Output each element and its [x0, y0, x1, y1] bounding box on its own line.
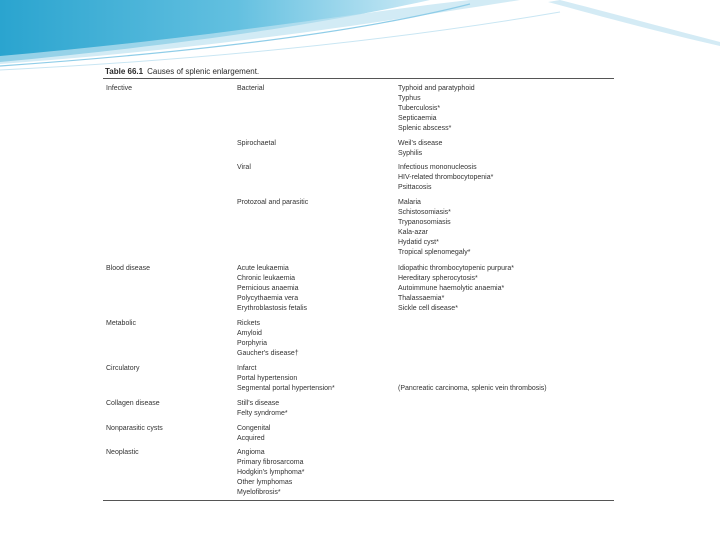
cause-item: Hydatid cyst* — [398, 239, 439, 246]
cause-item: Hodgkin's lymphoma* — [237, 469, 305, 476]
cause-item: Kala-azar — [398, 229, 428, 236]
cause-item: Tuberculosis* — [398, 105, 441, 112]
cause-item: Schistosomiasis* — [398, 209, 451, 216]
cause-item: Autoimmune haemolytic anaemia* — [398, 285, 505, 292]
subcategory-spirochaetal: Spirochaetal — [237, 140, 276, 147]
cause-item: Septicaemia — [398, 115, 437, 122]
cause-item: Infarct — [237, 365, 257, 372]
cause-item: Chronic leukaemia — [237, 275, 295, 282]
cause-item: Segmental portal hypertension* — [237, 385, 335, 392]
cause-item: Still's disease — [237, 400, 280, 407]
cause-item: Acquired — [237, 435, 265, 442]
cause-item: Psittacosis — [398, 184, 432, 191]
cause-item: Primary fibrosarcoma — [237, 459, 304, 466]
cause-item: Infectious mononucleosis — [398, 164, 477, 171]
cause-item: Typhus — [398, 95, 421, 102]
cause-item: Erythroblastosis fetalis — [237, 305, 308, 312]
cause-item: Felty syndrome* — [237, 410, 288, 417]
table-title — [105, 67, 259, 76]
category-blood-disease: Blood disease — [106, 265, 150, 272]
cause-item: Rickets — [237, 320, 260, 327]
cause-item: Idiopathic thrombocytopenic purpura* — [398, 265, 514, 272]
table-caption: Causes of splenic enlargement. — [147, 67, 260, 76]
cause-item: Malaria — [398, 199, 421, 206]
subcategory-bacterial: Bacterial — [237, 85, 265, 92]
cause-item: Trypanosomiasis — [398, 219, 451, 226]
cause-item: Hereditary spherocytosis* — [398, 275, 478, 282]
cause-item: Weil's disease — [398, 140, 443, 147]
cause-item: (Pancreatic carcinoma, splenic vein thrombosis) — [398, 385, 547, 392]
category-circulatory: Circulatory — [106, 365, 140, 372]
cause-item: Typhoid and paratyphoid — [398, 85, 475, 92]
cause-item: Acute leukaemia — [237, 265, 289, 272]
table-number: Table 66.1 — [105, 67, 144, 76]
cause-item: Splenic abscess* — [398, 125, 452, 132]
cause-item: Tropical splenomegaly* — [398, 249, 471, 256]
table-top-rule — [103, 78, 614, 79]
cause-item: Portal hypertension — [237, 375, 298, 382]
subcategory-protozoal-parasitic: Protozoal and parasitic — [237, 199, 309, 206]
cause-item: HIV-related thrombocytopenia* — [398, 174, 494, 181]
category-infective: Infective — [106, 85, 133, 92]
cause-item: Porphyria — [237, 340, 267, 347]
cause-item: Myelofibrosis* — [237, 489, 281, 496]
category-nonparasitic-cysts: Nonparasitic cysts — [106, 425, 163, 432]
cause-item: Amyloid — [237, 330, 262, 337]
cause-item: Congenital — [237, 425, 271, 432]
category-collagen-disease: Collagen disease — [106, 400, 160, 407]
cause-item: Other lymphomas — [237, 479, 293, 486]
subcategory-viral: Viral — [237, 164, 251, 171]
cause-item: Syphilis — [398, 150, 423, 157]
table-bottom-rule — [103, 500, 614, 501]
cause-item: Sickle cell disease* — [398, 305, 458, 312]
category-neoplastic: Neoplastic — [106, 449, 139, 456]
cause-item: Angioma — [237, 449, 265, 456]
cause-item: Thalassaemia* — [398, 295, 445, 302]
cause-item: Pernicious anaemia — [237, 285, 299, 292]
cause-item: Polycythaemia vera — [237, 295, 299, 302]
cause-item: Gaucher's disease† — [237, 350, 299, 357]
category-metabolic: Metabolic — [106, 320, 136, 327]
